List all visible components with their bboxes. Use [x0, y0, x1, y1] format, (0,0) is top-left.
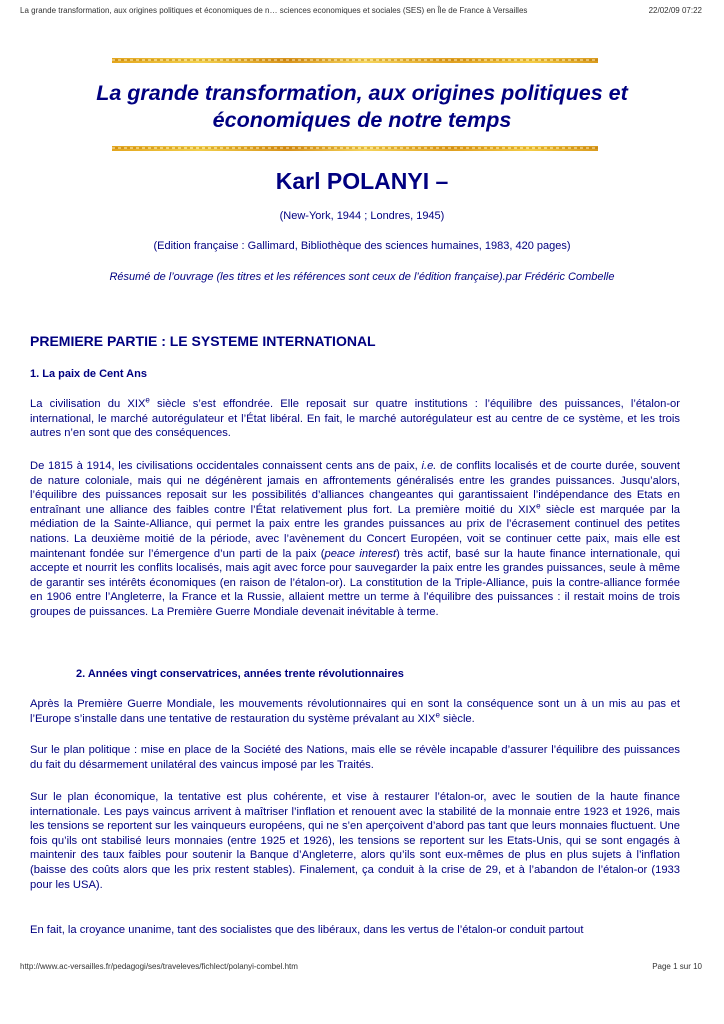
section-heading-2: 2. Années vingt conservatrices, années trente révolutionnaires — [76, 668, 404, 680]
paragraph — [30, 397, 680, 441]
decorative-rule-top — [112, 58, 598, 63]
paragraph — [30, 697, 680, 726]
publication-info: (New-York, 1944 ; Londres, 1945) — [279, 210, 445, 222]
superscript: e — [145, 395, 150, 405]
paragraph: En fait, la croyance unanime, tant des socialistes que des libéraux, dans les vertus de l’étalon-or conduit partout — [30, 924, 584, 936]
document-title-line2: économiques de notre temps — [212, 108, 512, 132]
text-run-italic: i.e. — [421, 460, 437, 472]
paragraph: Sur le plan politique : mise en place de la Société des Nations, mais elle se révèle incapable d’assurer l’équilibre des puissances du fait du désarmement unilatéral des vaincus imposé par les Traités. — [30, 744, 680, 771]
document-title — [40, 80, 684, 134]
part-heading: PREMIERE PARTIE : LE SYSTEME INTERNATIONAL — [30, 333, 376, 349]
text-run: La civilisation du XIX — [30, 398, 146, 410]
text-run: ) très actif, basé sur la haute finance internationale, qui accepte et nourrit les conflits localisés, mais agit avec force pour sauvegarder la paix entre les grandes puissances, seule à même de garantir ses intérêts économiques (en raison de l’étalon-or). La constitution de la Triple-Alliance, puis la contre-alliance formée en 1906 entre l’Angleterre, la France et la Russie, allaient mettre un terme à l’équilibre des puissances : il restait moins de trois groupes de puissances. La Première Guerre Mondiale devenait inévitable à terme. — [30, 547, 680, 618]
superscript: e — [536, 501, 541, 511]
french-edition-info: (Edition française : Gallimard, Bibliothèque des sciences humaines, 1983, 420 pages) — [153, 240, 571, 252]
section-heading-1: 1. La paix de Cent Ans — [30, 368, 147, 380]
paragraph — [30, 459, 680, 620]
text-run: Après la Première Guerre Mondiale, les mouvements révolutionnaires qui en sont la conséquence sont un à un mis au pas et l’Europe s’installe dans une tentative de restauration du système prévalant au XIX — [30, 698, 680, 725]
document-title-line1: La grande transformation, aux origines politiques et — [96, 81, 628, 105]
text-run: De 1815 à 1914, les civilisations occidentales connaissent cents ans de paix, — [30, 460, 422, 472]
print-header-title: La grande transformation, aux origines politiques et économiques de n… sciences economiques et sociales (SES) en Île de France à Versailles — [20, 6, 528, 15]
decorative-rule-bottom — [112, 146, 598, 151]
text-run: siècle est marquée par la médiation de la Sainte-Alliance, qui permet la paix entre les grandes puissances au prix de l’écrasement continuel des petites nations. La deuxième moitié de la période, avec l’avènement du Concert Européen, voit se continuer cette paix, mais elle est maintenant fondée sur l’émergence d’un parti de la paix ( — [30, 503, 680, 560]
print-header-datetime: 22/02/09 07:22 — [648, 6, 702, 15]
page-number: Page 1 sur 10 — [652, 962, 702, 971]
author-heading: Karl POLANYI – — [275, 168, 449, 194]
text-run: siècle s’est effondrée. Elle reposait sur quatre institutions : l’équilibre des puissances, l’étalon-or international, le marché autorégulateur et l’État libéral. En fait, le marché autorégulateur est au centre de ce système, et les trois autres n’en sont que des conséquences. — [30, 398, 680, 440]
text-run: de conflits localisés et de courte durée, souvent de nature coloniale, mais qui ne dégénèrent jamais en affrontements généralisés entre les grandes puissances. Jusqu’alors, l’équilibre des puissances reposait sur les possibilités d’alliances changeantes qui garantissaient l’indépendance des Etats en entraînant une alliance des faibles contre l’État relativement plus fort. La première moitié du XIX — [30, 460, 680, 516]
text-run-italic: peace interest — [324, 547, 397, 560]
superscript: e — [435, 709, 440, 719]
paragraph: Sur le plan économique, la tentative est plus cohérente, et vise à restaurer l’étalon-or, avec le soutien de la haute finance internationale. Les pays vaincus arrivent à maîtriser l’inflation et renouent avec la stabilité de la monnaie entre 1923 et 1926, mais les tensions se reportent sur les vainqueurs européens, qui ne s’en aperçoivent d’abord pas tant que leurs monnaies fluctuent. Une fois qu’ils ont stabilisé leurs monnaies (entre 1925 et 1926), les tensions se reportent sur les Etats-Unis, qui se sont engagés à maintenir des taux faibles pour soutenir la Banque d’Angleterre, alors qu’ils sont eux-mêmes de plus en plus sujets à l’inflation (baisse des coûts alors que les prix restent stables). Finalement, ça conduit à la crise de 29, et à l’abandon de l’étalon-or (1933 pour les USA). — [30, 791, 680, 891]
summary-note: Résumé de l’ouvrage (les titres et les références sont ceux de l’édition française).par Frédéric Combelle — [109, 271, 615, 283]
text-run: siècle. — [439, 712, 475, 725]
page-url: http://www.ac-versailles.fr/pedagogi/ses/traveleves/fichlect/polanyi-combel.htm — [20, 962, 298, 971]
